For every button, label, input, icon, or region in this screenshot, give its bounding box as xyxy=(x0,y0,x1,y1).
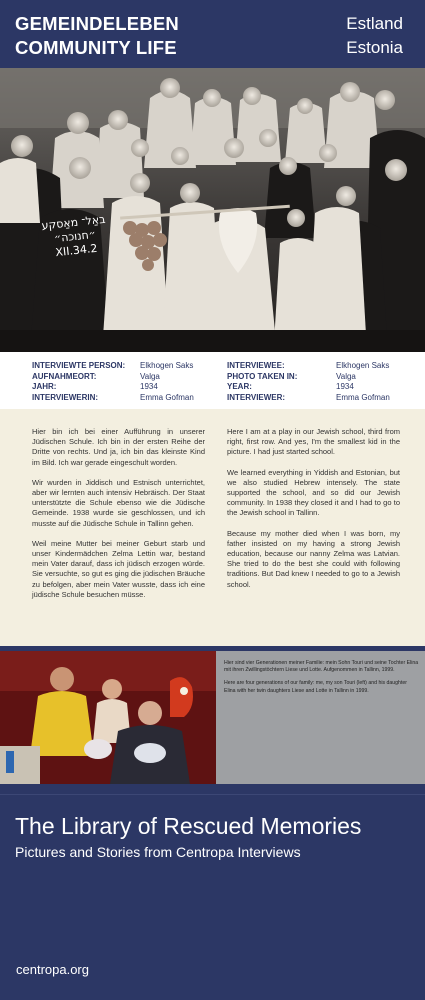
interviewee-value-de: Elkhogen Saks xyxy=(140,361,194,370)
place-label-en: PHOTO TAKEN IN: xyxy=(227,371,298,381)
year-value-en: 1934 xyxy=(336,382,354,391)
interviewee-value-en: Elkhogen Saks xyxy=(336,361,390,370)
interviewer-value-de: Emma Gofman xyxy=(140,392,194,402)
story-paragraph-en: We learned everything in Yiddish and Estonian, but we also studied Hebrew intensely. The state supported the school, and so did our Jewish community. In 1938 they closed it and I had to go to the Jewish school in Tallinn. xyxy=(227,467,400,518)
story-paragraph-de: Weil meine Mutter bei meiner Geburt starb und unser Kindermädchen Zelma Lettin war, bestand mein Vater darauf, dass ich jüdisch erzogen würde. Sie versuchte, so gut es ging die jüdischen Bräuche zu befolgen, aber mein Vater wusste, dass ich eine jüdische Schule besuchen müsse. xyxy=(32,538,205,599)
story-paragraph-de: Hier bin ich bei einer Aufführung in unserer Jüdischen Schule. Ich bin in der ersten Reihe der Dritte von rechts. Und ja, ich bin das kleinste Kind im Bild. Ich war gerade eingeschult worden. xyxy=(32,427,205,467)
info-values-de xyxy=(140,361,194,403)
place-value-de: Valga xyxy=(140,371,160,381)
place-label-de: AUFNAHMEORT: xyxy=(32,371,97,381)
story-section xyxy=(0,409,425,646)
story-paragraph-en: Because my mother died when I was born, my father insisted on my having a strong Jewish education, because our nanny Zelma was Latvian. She tried to do the best she could with following traditions. But Dad knew I needed to go to a Jewish school. xyxy=(227,528,400,589)
place-value-en: Valga xyxy=(336,371,356,381)
story-column-de xyxy=(32,427,205,610)
family-photo-caption xyxy=(216,651,425,784)
family-photo-graphic xyxy=(0,651,216,784)
section-title-de: GEMEINDELEBEN xyxy=(15,13,179,34)
school-play-photo xyxy=(0,68,425,352)
year-label-de: JAHR: xyxy=(32,382,57,391)
header-bar xyxy=(0,0,425,68)
interviewer-label-de: INTERVIEWERIN: xyxy=(32,392,99,402)
footer-divider xyxy=(0,794,425,795)
country-en: Estonia xyxy=(346,38,403,57)
interviewee-label-de: INTERVIEWTE PERSON: xyxy=(32,361,126,370)
country-de: Estland xyxy=(346,14,403,33)
interviewer-label-en: INTERVIEWER: xyxy=(227,392,286,402)
story-paragraph-en: Here I am at a play in our Jewish school, third from right, first row. And yes, I'm the smallest kid in the picture. I had just started school. xyxy=(227,427,400,457)
interview-info xyxy=(0,352,425,409)
info-labels-en xyxy=(227,361,297,403)
caption-de: Hier sind vier Generationen meiner Familie: mein Sohn Touri und seine Tochter Elina mit ihren Zwillingstöchtern Liese und Lotte. Aufgenommen in Tallinn, 1999. xyxy=(224,660,419,674)
section-title xyxy=(15,12,179,60)
year-label-en: YEAR: xyxy=(227,382,252,391)
centropa-link[interactable]: centropa.org xyxy=(16,962,89,977)
story-column-en xyxy=(227,427,400,600)
info-values-en xyxy=(336,361,390,403)
interviewee-label-en: INTERVIEWEE: xyxy=(227,361,285,370)
library-title: The Library of Rescued Memories xyxy=(15,813,362,839)
story-paragraph-de: Wir wurden in Jiddisch und Estnisch unterrichtet, aber wir lernten auch intensiv Hebräisch. Der Staat unterstützte die Schule ebenso wie die Jüdische Gemeinde. 1938 wurde sie geschlossen, und ich musste auf die Jüdische Schule in Tallinn gehen. xyxy=(32,477,205,528)
library-subtitle: Pictures and Stories from Centropa Interviews xyxy=(15,844,301,860)
school-play-photo-graphic xyxy=(0,68,425,352)
interviewer-value-en: Emma Gofman xyxy=(336,392,390,402)
photo-inscription: באַל־ מאַסקע ״חנוכה״ 2.XII.34 xyxy=(40,212,107,260)
caption-en: Here are four generations of our family: me, my son Touri (left) and his daughter Elina with her twin daughters Liese and Lotte in Tallinn in 1999. xyxy=(224,680,407,694)
year-value-de: 1934 xyxy=(140,382,158,391)
section-title-en: COMMUNITY LIFE xyxy=(15,37,177,58)
country-label xyxy=(346,12,403,60)
info-labels-de xyxy=(32,361,125,403)
footer xyxy=(0,788,425,1000)
family-photo xyxy=(0,651,216,784)
